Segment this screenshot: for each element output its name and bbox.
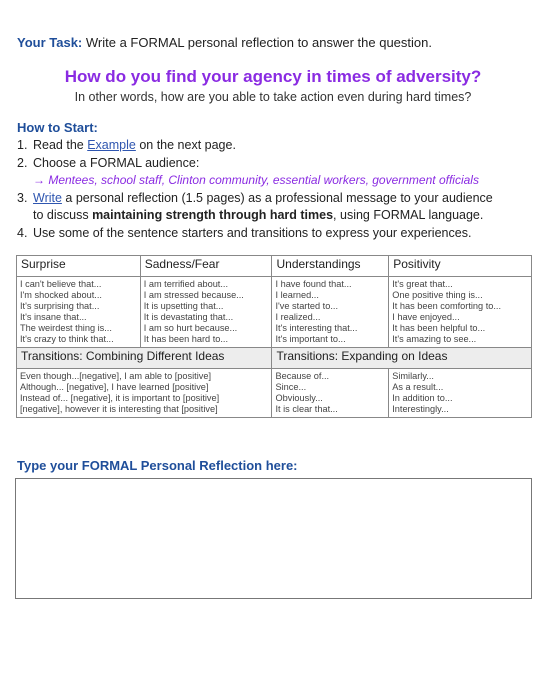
- header-transitions-combining: Transitions: Combining Different Ideas: [17, 348, 272, 369]
- table-row: [17, 277, 532, 348]
- header-sadness-fear: Sadness/Fear: [140, 256, 272, 277]
- write-link[interactable]: Write: [33, 190, 62, 205]
- step-1: 1. Read the Example on the next page.: [17, 138, 236, 152]
- combining-transitions: Even though...[negative], I am able to [positive] Although... [negative], I have learned [positive] Instead of... [negative], it is important to [positive] [negative], however it is interesting that [positive]: [17, 369, 272, 418]
- header-positivity: Positivity: [389, 256, 532, 277]
- expanding-transitions-1: Because of... Since... Obviously... It is clear that...: [272, 369, 389, 418]
- sadness-starters: I am terrified about... I am stressed because... It is upsetting that... It is devastating that... I am so hurt because... It has been hard to...: [140, 277, 272, 348]
- response-text-box[interactable]: [15, 478, 532, 599]
- step-3-continued: to discuss maintaining strength through hard times, using FORMAL language.: [33, 208, 484, 222]
- header-understandings: Understandings: [272, 256, 389, 277]
- response-heading: Type your FORMAL Personal Reflection here:: [17, 458, 298, 473]
- step-2: 2. Choose a FORMAL audience:: [17, 155, 200, 170]
- audience-list: → Mentees, school staff, Clinton community, essential workers, government officials: [33, 173, 479, 187]
- step-3: 3. Write a personal reflection (1.5 pages) as a professional message to your audience: [17, 190, 493, 205]
- header-surprise: Surprise: [17, 256, 141, 277]
- example-link[interactable]: Example: [87, 138, 136, 152]
- transitions-header-row: [17, 348, 532, 369]
- expanding-transitions-2: Similarly... As a result... In addition to... Interestingly...: [389, 369, 532, 418]
- how-to-start-heading: How to Start:: [17, 120, 98, 135]
- understandings-starters: I have found that... I learned... I've started to... I realized... It's interesting that... It's important to...: [272, 277, 389, 348]
- table-header-row: [17, 256, 532, 277]
- task-label: Your Task:: [17, 35, 83, 50]
- positivity-starters: It's great that... One positive thing is... It has been comforting to... I have enjoyed... It has been helpful to... It's amazing to see...: [389, 277, 532, 348]
- surprise-starters: I can't believe that... I'm shocked about... It's surprising that... It's insane that... The weirdest thing is... It's crazy to think that...: [17, 277, 141, 348]
- task-line: [17, 35, 432, 50]
- sub-question: In other words, how are you able to take action even during hard times?: [74, 90, 472, 104]
- steps-list: [17, 137, 537, 242]
- table-row: [17, 369, 532, 418]
- task-text: Write a FORMAL personal reflection to answer the question.: [82, 35, 432, 50]
- main-question: How do you find your agency in times of adversity?: [64, 67, 482, 86]
- header-transitions-expanding: Transitions: Expanding on Ideas: [272, 348, 532, 369]
- step-4: 4. Use some of the sentence starters and transitions to express your experiences.: [17, 225, 472, 240]
- sentence-starters-table: [16, 255, 532, 418]
